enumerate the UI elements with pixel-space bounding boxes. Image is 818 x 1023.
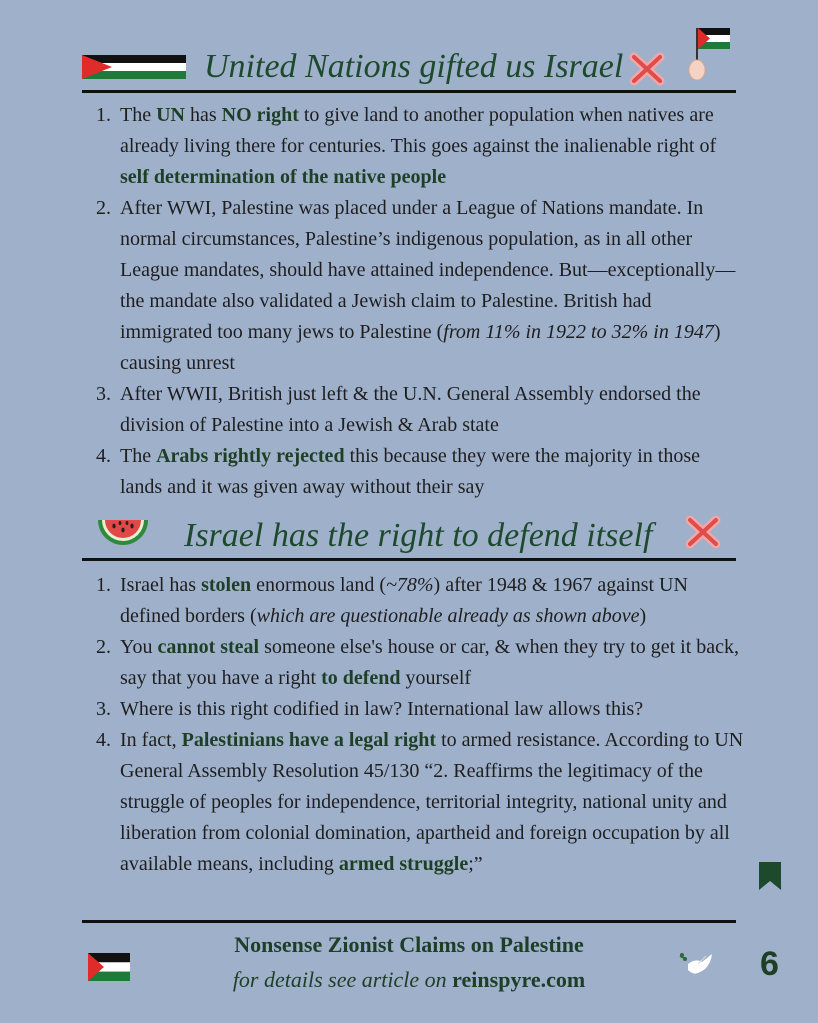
- list-item: [96, 570, 746, 632]
- italic-text: ~78%: [386, 574, 434, 596]
- list-item: [96, 193, 746, 379]
- list-item-number: 3.: [96, 383, 111, 405]
- italic-text: which are questionable already as shown above: [256, 605, 640, 627]
- cross-mark-icon: [684, 515, 722, 554]
- section2-divider: [82, 558, 736, 561]
- list-item-text: enormous land (: [251, 574, 387, 596]
- list-item-text: The: [120, 445, 157, 467]
- list-item-number: 1.: [96, 574, 111, 596]
- hand-holding-flag-icon: [684, 24, 734, 89]
- list-item-text: yourself: [400, 667, 472, 689]
- list-item-number: 1.: [96, 104, 111, 126]
- list-item-number: 2.: [96, 636, 111, 658]
- emphasis-text: Palestinians have a legal right: [181, 729, 437, 751]
- list-item: [96, 379, 746, 441]
- bookmark-icon[interactable]: [759, 862, 781, 895]
- italic-text: from 11% in 1922 to 32% in 1947: [443, 321, 714, 343]
- dove-icon: [676, 950, 716, 985]
- list-item-number: 4.: [96, 445, 111, 467]
- list-item-text: The: [120, 104, 157, 126]
- list-item-number: 3.: [96, 698, 111, 720]
- list-item-text: After WWII, British just left & the U.N. General Assembly endorsed the division of Palestine into a Jewish & Arab state: [120, 383, 701, 436]
- footer-details-prefix: for details see article on: [232, 967, 453, 992]
- list-item: [96, 100, 746, 193]
- list-item-text: ;”: [468, 853, 483, 875]
- footer-divider: [82, 920, 736, 923]
- emphasis-text: stolen: [201, 574, 252, 596]
- footer-site-link[interactable]: reinspyre.com: [452, 967, 586, 992]
- list-item-text: You: [120, 636, 158, 658]
- list-item-text: this because they were the majority in those lands and it was given away without their say: [120, 445, 701, 498]
- emphasis-text: armed struggle: [338, 853, 469, 875]
- list-item-number: 2.: [96, 197, 111, 219]
- emphasis-text: NO right: [221, 104, 299, 126]
- emphasis-text: UN: [156, 104, 185, 126]
- list-item-text: to armed resistance. According to UN General Assembly Resolution 45/130 “2. Reaffirms the legitimacy of the struggle of peoples for independence, territorial integrity, national unity and liberation from colonial domination, apartheid and foreign occupation by all available means, including: [120, 729, 744, 875]
- list-item-text: In fact,: [120, 729, 182, 751]
- list-item: [96, 632, 746, 694]
- emphasis-text: Arabs rightly rejected: [156, 445, 345, 467]
- footer-heading: Nonsense Zionist Claims on Palestine: [234, 932, 584, 957]
- list-item-text: ) causing unrest: [120, 321, 721, 374]
- section2-title: Israel has the right to defend itself: [184, 517, 653, 554]
- list-item: [96, 441, 746, 503]
- emphasis-text: cannot steal: [157, 636, 260, 658]
- list-item: [96, 725, 746, 880]
- list-item-text: ) after 1948 & 1967 against UN defined borders (: [120, 574, 688, 627]
- list-item-text: to give land to another population when natives are already living there for centuries. This goes against the inalienable right of: [120, 104, 717, 157]
- list-item-text: ): [639, 605, 647, 627]
- list-item-text: Israel has: [120, 574, 202, 596]
- list-item-text: Where is this right codified in law? International law allows this?: [120, 698, 644, 720]
- page-number: 6: [760, 945, 779, 983]
- emphasis-text: to defend: [321, 667, 401, 689]
- list-item: [96, 694, 746, 725]
- palestine-flag-banner-icon: [82, 55, 186, 84]
- section1-divider: [82, 90, 736, 93]
- watermelon-icon: [96, 516, 150, 557]
- cross-mark-icon: [628, 52, 666, 91]
- list-item-number: 4.: [96, 729, 111, 751]
- section1-list: [96, 100, 746, 503]
- list-item-text: After WWI, Palestine was placed under a League of Nations mandate. In normal circumstances, Palestine’s indigenous population, as in all other League mandates, should have attained independence. But—exceptionally—the mandate also validated a Jewish claim to Palestine. British had immigrated too many jews to Palestine (: [120, 197, 736, 343]
- list-item-text: someone else's house or car, & when they try to get it back, say that you have a right: [120, 636, 740, 689]
- section2-list: [96, 570, 746, 880]
- section1-title: United Nations gifted us Israel: [204, 48, 624, 85]
- emphasis-text: self determination of the native people: [120, 166, 447, 188]
- list-item-text: has: [184, 104, 222, 126]
